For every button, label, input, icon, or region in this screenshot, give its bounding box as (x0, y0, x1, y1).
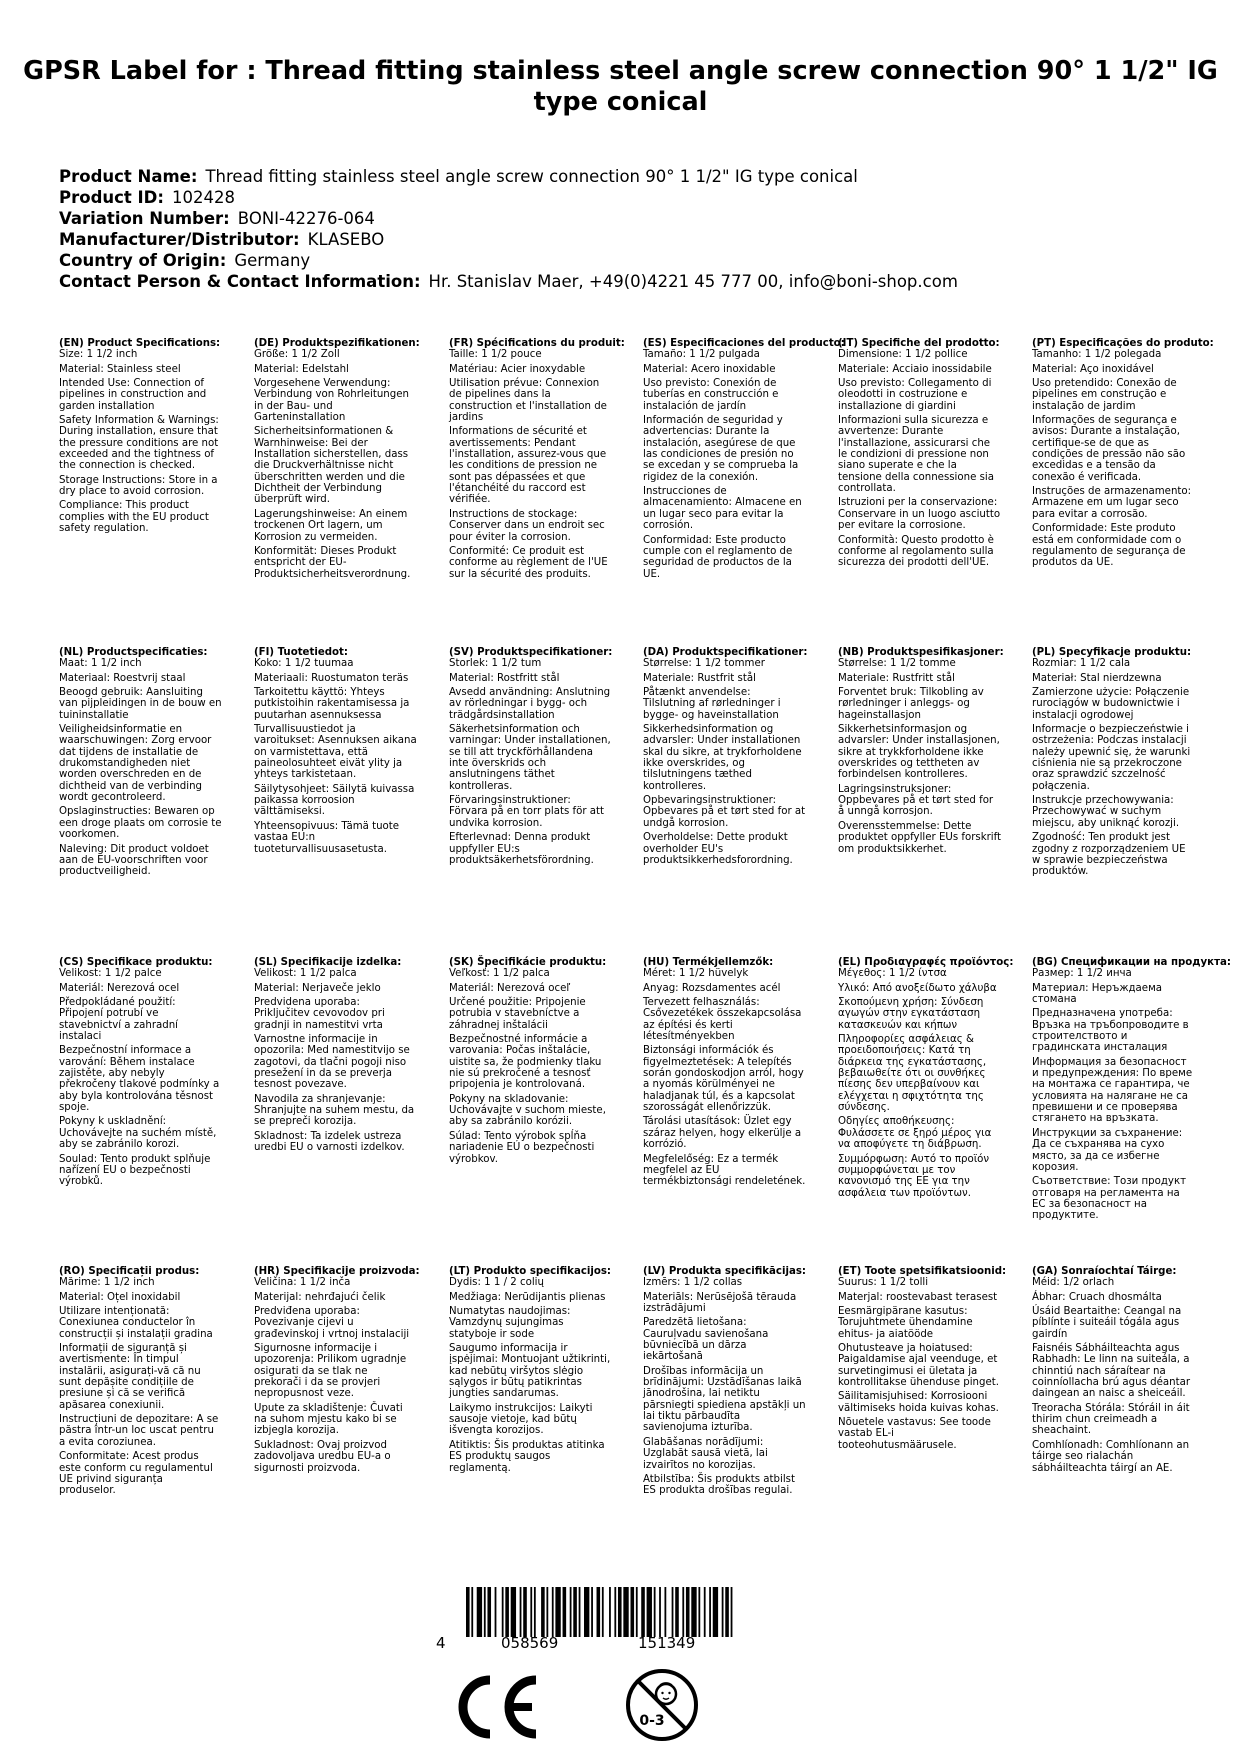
spec-line: Treoracha Stórála: Stóráil in áit thirim chun creimeadh a sheachaint. (1032, 1402, 1190, 1437)
barcode-bar (579, 1587, 581, 1637)
spec-line: Storlek: 1 1/2 tum (449, 658, 542, 670)
spec-line: Dydis: 1 1 / 2 colių (449, 1277, 544, 1289)
info-label: Contact Person & Contact Information: (59, 272, 421, 291)
spec-line: Informações de segurança e avisos: Durante a instalação, certifique-se de que as condições de pressão não são excedidas e a tensão da conexão é verificada. (1032, 415, 1186, 483)
spec-block (643, 338, 845, 583)
barcode-bar (466, 1587, 470, 1637)
spec-block (643, 1266, 806, 1500)
barcode-bar (704, 1587, 706, 1637)
barcode-bar (675, 1587, 679, 1637)
spec-line: Materiaal: Roestvrij staal (59, 672, 186, 684)
spec-line: Megfelelőség: Ez a termék megfelel az EU termékbiztonsági rendeletének. (643, 1153, 806, 1188)
spec-line: Instrucciones de almacenamiento: Almacene en un lugar seco para evitar la corrosión. (643, 486, 802, 532)
spec-heading: (ET) Toote spetsifikatsioonid: (838, 1266, 1007, 1277)
spec-line: Sukladnost: Ovaj proizvod zadovoljava uredbu EU-a o sigurnosti proizvoda. (254, 1439, 391, 1474)
spec-line: Atitiktis: Šis produktas atitinka ES produktų saugos reglamentą. (449, 1439, 605, 1474)
spec-line: Säilytysohjeet: Säilytä kuivassa paikassa korroosion välttämiseksi. (254, 783, 415, 818)
spec-line: Informacje o bezpieczeństwie i ostrzeżenia: Podczas instalacji należy upewnić się, że warunki ciśnienia nie są przekroczone oraz sprawdzić szczelność połączenia. (1032, 724, 1191, 792)
spec-heading: (RO) Specificații produs: (59, 1266, 200, 1277)
spec-line: Lagringsinstruksjoner: Oppbevares på et tørt sted for å unngå korrosjon. (838, 783, 994, 818)
spec-line: Pokyny k uskladnění: Uchovávejte na suchém místě, aby se zabránilo korozi. (59, 1116, 217, 1151)
info-label: Country of Origin: (59, 251, 227, 270)
barcode-bar (682, 1587, 684, 1637)
spec-line: Conformité: Ce produit est conforme au règlement de l'UE sur la sécurité des produits. (449, 545, 608, 580)
info-value: Germany (234, 251, 311, 270)
spec-block (59, 957, 222, 1191)
barcode-bar (487, 1587, 491, 1637)
spec-line: Naleving: Dit product voldoet aan de EU-voorschriften voor productveiligheid. (59, 843, 209, 878)
spec-line: Soulad: Tento produkt splňuje nařízení EU o bezpečnosti výrobků. (59, 1153, 211, 1188)
spec-line: Veľkosť: 1 1/2 palca (449, 968, 550, 980)
spec-block (838, 338, 1001, 572)
spec-line: Konformität: Dieses Produkt entspricht der EU-Produktsicherheitsverordnung. (254, 545, 411, 580)
spec-heading: (LV) Produkta specifikācijas: (643, 1266, 806, 1277)
spec-block (254, 338, 420, 583)
age-warning-text: 0-3 (639, 1713, 665, 1729)
spec-line: Materiál: Nerezová ocel (59, 982, 180, 994)
barcode-bar (534, 1587, 536, 1637)
spec-line: Glabāšanas norādījumi: Uzglabāt sausā vietā, lai izvairītos no korozijas. (643, 1436, 768, 1471)
info-row (59, 250, 958, 271)
spec-line: Lagerungshinweise: An einem trockenen Ort lagern, um Korrosion zu vermeiden. (254, 508, 408, 543)
spec-heading: (EL) Προδιαγραφές προϊόντος: (838, 957, 1014, 968)
spec-line: Informații de siguranță și avertismente: În timpul instalării, asigurați-vă că nu sunt depășite condițiile de presiune și că se verifică apăsarea conexiunii. (59, 1343, 201, 1411)
spec-line: Predviđena uporaba: Povezivanje cijevi u građevinskoj i vrtnoj instalaciji (254, 1306, 410, 1340)
barcode-digits-left: 058569 (501, 1634, 559, 1652)
barcode-bar (614, 1587, 616, 1637)
barcode-bar (664, 1587, 666, 1637)
barcode-bar (495, 1587, 497, 1637)
info-value: KLASEBO (307, 230, 385, 249)
spec-heading: (DA) Produktspecifikationer: (643, 647, 808, 658)
spec-line: Medžiaga: Nerūdijantis plienas (449, 1291, 606, 1303)
spec-line: Material: Nerjaveče jeklo (254, 982, 381, 994)
spec-heading: (PL) Specyfikacje produktu: (1032, 647, 1192, 658)
spec-heading: (IT) Specifiche del prodotto: (838, 338, 1000, 349)
spec-line: Uso pretendido: Conexão de pipelines em construção e instalação de jardim (1032, 378, 1177, 412)
barcode-bar (731, 1587, 733, 1637)
spec-line: Bezpečnostní informace a varování: Během instalace zajistěte, aby nebyly překročeny tlakové podmínky a aby byla kontrolována těsnost spoje. (59, 1045, 220, 1114)
product-info (59, 166, 958, 292)
barcode-bar (520, 1587, 522, 1637)
spec-line: Предназначена употреба: Връзка на тръбопроводите в строителството и градинската инсталация (1032, 1008, 1189, 1054)
spec-line: Πληροφορίες ασφάλειας & προειδοποιήσεις: Κατά τη διάρκεια της εγκατάστασης, βεβαιωθείτε ότι οι συνθήκες πίεσης δεν υπερβαίνουν και ελέγχεται η σφιχτότητα της σύνδεσης. (838, 1034, 987, 1114)
info-row (59, 208, 958, 229)
spec-line: Veličina: 1 1/2 inča (254, 1277, 351, 1289)
spec-block (838, 1266, 1007, 1454)
spec-line: Säkerhetsinformation och varningar: Under installationen, se till att tryckförhållandena inte överskrids och anslutningens täthet kontrolleras. (449, 724, 611, 792)
barcode-bar (563, 1587, 567, 1637)
page-title: GPSR Label for : Thread fitting stainless steel angle screw connection 90° 1 1/2" IG type conical (23, 56, 1218, 117)
spec-line: Suurus: 1 1/2 tolli (838, 1277, 929, 1289)
info-label: Manufacturer/Distributor: (59, 230, 300, 249)
barcode-bar (709, 1587, 711, 1637)
barcode-bar (631, 1587, 635, 1637)
spec-line: Материал: Неръждаема стомана (1032, 982, 1163, 1006)
spec-line: Avsedd användning: Anslutning av rörledningar i bygg- och trädgårdsinstallation (449, 687, 611, 721)
spec-line: Размер: 1 1/2 инча (1032, 968, 1132, 980)
spec-line: Tamanho: 1 1/2 polegada (1032, 349, 1162, 361)
spec-line: Faisnéis Sábháilteachta agus Rabhadh: Le linn na suiteála, a chinntiú nach sáraítear na coinníollacha brú agus déantar daingean an naisc a sheiceáil. (1032, 1343, 1191, 1400)
spec-line: Съответствие: Този продукт отговаря на регламента на ЕС за безопасност на продуктите. (1032, 1176, 1187, 1222)
spec-line: Predvidena uporaba: Priključitev cevovodov pri gradnji in namestitvi vrta (254, 997, 385, 1031)
spec-line: Påtænkt anvendelse: Tilslutning af rørledninger i bygge- og haveinstallation (643, 687, 781, 721)
spec-line: Materjal: roostevabast terasest (838, 1291, 998, 1303)
spec-line: Ohutusteave ja hoiatused: Paigaldamise ajal veenduge, et survetingimusi ei ületata ja kontrollitakse ühenduse pinget. (838, 1343, 999, 1389)
barcode-bar (597, 1587, 601, 1637)
spec-line: Vorgesehene Verwendung: Verbindung von Rohrleitungen in der Bau- und Garteninstallation (254, 378, 409, 424)
barcode-bar (618, 1587, 622, 1637)
spec-line: Atbilstība: Šis produkts atbilst ES produkta drošības regulai. (643, 1473, 795, 1497)
spec-line: Navodila za shranjevanje: Shranjujte na suhem mestu, da se prepreči korozija. (254, 1093, 415, 1128)
barcode-bar (647, 1587, 652, 1637)
spec-line: Υλικό: Από ανοξείδωτο χάλυβα (838, 982, 997, 994)
barcode-bar (471, 1587, 473, 1637)
spec-line: Istruzioni per la conservazione: Conservare in un luogo asciutto per evitare la corrosione. (838, 497, 1001, 532)
spec-line: Material: Rostfritt stål (449, 672, 560, 684)
spec-line: Rozmiar: 1 1/2 cala (1032, 658, 1131, 670)
spec-block (838, 647, 1004, 858)
barcode-bar (552, 1587, 554, 1637)
spec-line: Conformità: Questo prodotto è conforme al regolamento sulla sicurezza dei prodotti dell'UE. (838, 534, 994, 569)
spec-line: Størrelse: 1 1/2 tomme (838, 658, 956, 670)
spec-line: Matériau: Acier inoxydable (449, 363, 586, 375)
spec-line: Conformitate: Acest produs este conform cu regulamentul UE privind siguranța produselor. (59, 1451, 213, 1497)
info-value: BONI-42276-064 (237, 209, 375, 228)
spec-line: Pokyny na skladovanie: Uchovávajte v suchom mieste, aby sa zabránilo korózii. (449, 1093, 606, 1128)
barcode-bar (641, 1587, 645, 1637)
barcode-bar (570, 1587, 572, 1637)
spec-line: Overensstemmelse: Dette produktet oppfyller EUs forskrift om produktsikkerhet. (838, 820, 1002, 855)
spec-line: Uso previsto: Conexión de tuberías en construcción e instalación de jardín (643, 378, 779, 412)
spec-line: Opbevaringsinstruktioner: Opbevares på et tørt sted for at undgå korrosion. (643, 795, 806, 829)
spec-line: Tamaño: 1 1/2 pulgada (643, 349, 760, 361)
spec-line: Paredzētā lietošana: Cauruļvadu savienošana būvniecībā un dārza iekārtošanā (643, 1317, 769, 1363)
spec-block (449, 957, 612, 1168)
barcode-bar (555, 1587, 560, 1637)
spec-heading: (LT) Produkto specifikacijos: (449, 1266, 611, 1277)
barcode-bar (659, 1587, 661, 1637)
spec-line: Instruções de armazenamento: Armazene em um lugar seco para evitar a corrosão. (1032, 486, 1192, 520)
info-row (59, 229, 958, 250)
spec-line: Beoogd gebruik: Aansluiting van pijpleidingen in de bouw en tuininstallatie (59, 687, 222, 721)
spec-line: Materiał: Stal nierdzewna (1032, 672, 1162, 684)
spec-block (643, 647, 806, 869)
spec-line: Numatytas naudojimas: Vamzdynų sujungimas statyboje ir sode (449, 1306, 571, 1340)
spec-line: Velikost: 1 1/2 palce (59, 968, 162, 980)
spec-line: Materiale: Rustfrit stål (643, 672, 756, 684)
spec-line: Material: Edelstahl (254, 363, 349, 375)
barcode (466, 1587, 736, 1637)
info-label: Product ID: (59, 188, 164, 207)
info-value: Thread fitting stainless steel angle screw connection 90° 1 1/2" IG type conical (205, 167, 858, 186)
barcode-bar (484, 1587, 486, 1637)
spec-line: Yhteensopivuus: Tämä tuote vastaa EU:n tuoteturvallisuusasetusta. (254, 820, 400, 855)
spec-line: Størrelse: 1 1/2 tommer (643, 658, 765, 670)
spec-line: Informations de sécurité et avertissements: Pendant l'installation, assurez-vous que les conditions de pression ne sont pas dépassées et que l'étanchéité du raccord est vérifiée. (449, 426, 607, 506)
spec-heading: (CS) Specifikace produktu: (59, 957, 213, 968)
barcode-bar (602, 1587, 604, 1637)
barcode-digits-right: 151349 (638, 1634, 696, 1652)
spec-line: Mărime: 1 1/2 inch (59, 1277, 155, 1289)
spec-line: Veiligheidsinformatie en waarschuwingen: Zorg ervoor dat tijdens de installatie de drukomstandigheden niet worden overschreden en de dichtheid van de verbinding wordt gecontroleerd. (59, 724, 212, 804)
spec-block (59, 647, 222, 881)
spec-line: Συμμόρφωση: Αυτό το προϊόν συμμορφώνεται με τον κανονισμό της ΕΕ για την ασφάλεια των προϊόντων. (838, 1153, 990, 1199)
barcode-bar (541, 1587, 545, 1637)
spec-line: Uso previsto: Collegamento di oleodotti in costruzione e installazione di giardini (838, 378, 992, 412)
spec-line: Anyag: Rozsdamentes acél (643, 982, 781, 994)
spec-line: Tervezett felhasználás: Csővezetékek összekapcsolása az építési és kerti létesítményekben (643, 997, 802, 1043)
spec-line: Utilisation prévue: Connexion de pipelines dans la construction et l'installation de jardins (449, 378, 607, 424)
spec-line: Méret: 1 1/2 hüvelyk (643, 968, 749, 980)
spec-block (59, 338, 222, 538)
spec-line: Materijal: nehrđajući čelik (254, 1291, 386, 1303)
spec-heading: (NL) Productspecificaties: (59, 647, 208, 658)
info-row (59, 271, 958, 292)
spec-line: Tarkoitettu käyttö: Yhteys putkistoihin rakentamisessa ja puutarhan asennuksessa (254, 687, 410, 721)
spec-line: Säilitamisjuhised: Korrosiooni vältimiseks hoida kuivas kohas. (838, 1391, 999, 1414)
barcode-bar (725, 1587, 729, 1637)
info-value: Hr. Stanislav Maer, +49(0)4221 45 777 00, info@boni-shop.com (428, 272, 958, 291)
spec-line: Turvallisuustiedot ja varoitukset: Asennuksen aikana on varmistettava, että paineolosuhteet eivät ylity ja yhteys tarkistetaan. (254, 724, 417, 781)
barcode-bar (654, 1587, 656, 1637)
spec-line: Instructions de stockage: Conserver dans un endroit sec pour éviter la corrosion. (449, 508, 605, 543)
spec-line: Conformidade: Este produto está em conformidade com o regulamento de segurança de produtos da UE. (1032, 523, 1186, 569)
spec-block (1032, 1266, 1195, 1477)
spec-block (838, 957, 1014, 1202)
barcode-bar (573, 1587, 577, 1637)
barcode-bar (636, 1587, 638, 1637)
spec-line: Nõuetele vastavus: See toode vastab EL-i tooteohutusmäärusele. (838, 1417, 991, 1451)
spec-line: Izmērs: 1 1/2 collas (643, 1277, 743, 1289)
spec-line: Ábhar: Cruach dhosmálta (1032, 1291, 1162, 1303)
spec-heading: (SV) Produktspecifikationer: (449, 647, 613, 658)
spec-line: Informazioni sulla sicurezza e avvertenze: Durante l'installazione, assicurarsi che le condizioni di pressione non siano superate e che la tensione della connessione sia controllata. (838, 415, 994, 495)
spec-line: Utilizare intenționată: Conexiunea conductelor în construcții și instalații gradina (59, 1306, 213, 1340)
spec-line: Materiāls: Nerūsējošā tērauda izstrādājumi (643, 1291, 797, 1315)
spec-line: Zgodność: Ten produkt jest zgodny z rozporządzeniem UE w sprawie bezpieczeństwa produktów. (1032, 832, 1186, 878)
spec-line: Forventet bruk: Tilkobling av rørledninger i anleggs- og hageinstallasjon (838, 687, 984, 721)
spec-line: Súlad: Tento výrobok spĺňa nariadenie EÚ o bezpečnosti výrobkov. (449, 1130, 595, 1165)
spec-line: Určené použitie: Pripojenie potrubia v stavebníctve a záhradnej inštalácii (449, 997, 586, 1031)
spec-line: Drošības informācija un brīdinājumi: Uzstādīšanas laikā jānodrošina, lai netiktu pārsniegti spiediena apstākļi un lai tiktu pārbaudīta savienojuma izturība. (643, 1365, 806, 1434)
spec-line: Conformidad: Este producto cumple con el reglamento de seguridad de productos de la UE. (643, 534, 793, 580)
spec-line: Instrucțiuni de depozitare: A se păstra într-un loc uscat pentru a evita coroziunea. (59, 1414, 219, 1448)
barcode-bar (523, 1587, 527, 1637)
spec-heading: (ES) Especificaciones del producto: (643, 338, 845, 349)
spec-line: Material: Aço inoxidável (1032, 363, 1154, 375)
spec-heading: (GA) Sonraíochtaí Táirge: (1032, 1266, 1177, 1277)
barcode-bar (691, 1587, 696, 1637)
spec-line: Safety Information & Warnings: During installation, ensure that the pressure conditions are not exceeded and the tightness of the connection is checked. (59, 415, 219, 472)
spec-line: Material: Stainless steel (59, 363, 181, 375)
spec-block (643, 957, 806, 1191)
spec-heading: (HU) Termékjellemzők: (643, 957, 774, 968)
spec-line: Compliance: This product complies with the EU product safety regulation. (59, 500, 209, 535)
spec-line: Storage Instructions: Store in a dry place to avoid corrosion. (59, 474, 218, 498)
spec-line: Efterlevnad: Denna produkt uppfyller EU:s produktsäkerhetsförordning. (449, 832, 594, 866)
spec-line: Úsáid Beartaithe: Ceangal na píblínte i suiteáil tógála agus gairdín (1032, 1306, 1182, 1340)
spec-line: Materiál: Nerezová oceľ (449, 982, 571, 994)
spec-line: Overholdelse: Dette produkt overholder EU's produktsikkerhedsforordning. (643, 832, 793, 866)
spec-line: Maat: 1 1/2 inch (59, 658, 142, 670)
spec-line: Předpokládané použití: Připojení potrubí ve stavebnictví a zahradní instalaci (59, 997, 179, 1043)
info-label: Product Name: (59, 167, 198, 186)
spec-block (254, 957, 417, 1157)
spec-line: Zamierzone użycie: Połączenie rurociągów w budownictwie i instalacji ogrodowej (1032, 687, 1190, 721)
barcode-bar (609, 1587, 611, 1637)
spec-line: Eesmärgipärane kasutus: Torujuhtmete ühendamine ehitus- ja aiatööde (838, 1306, 973, 1340)
barcode-bar (584, 1587, 589, 1637)
barcode-bar (477, 1587, 482, 1637)
barcode-digit-prefix: 4 (436, 1634, 446, 1652)
age-warning-icon (624, 1667, 700, 1743)
spec-block (1032, 957, 1231, 1225)
spec-line: Laikymo instrukcijos: Laikyti sausoje vietoje, kad būtų išvengta korozijos. (449, 1402, 593, 1437)
spec-line: Sikkerhetsinformasjon og advarsler: Under installasjonen, sikre at trykkforholdene ikke overskrides og tettheten av forbindelsen kontrolleres. (838, 724, 1000, 781)
spec-line: Size: 1 1/2 inch (59, 349, 138, 361)
spec-line: Sikkerhedsinformation og advarsler: Under installationen skal du sikre, at trykforholdene ikke overskrides, og tilslutningens tæthed kontrolleres. (643, 724, 802, 792)
barcode-bar (722, 1587, 724, 1637)
spec-heading: (SK) Špecifikácie produktu: (449, 957, 607, 968)
spec-line: Dimensione: 1 1/2 pollice (838, 349, 968, 361)
spec-heading: (PT) Especificações do produto: (1032, 338, 1214, 349)
info-row (59, 187, 958, 208)
spec-line: Material: Oțel inoxidabil (59, 1291, 181, 1303)
spec-line: Skladnost: Ta izdelek ustreza uredbi EU o varnosti izdelkov. (254, 1130, 405, 1154)
spec-line: Μέγεθος: 1 1/2 ίντσα (838, 968, 947, 980)
barcode-bar (686, 1587, 690, 1637)
spec-heading: (SL) Specifikacije izdelka: (254, 957, 402, 968)
spec-line: Größe: 1 1/2 Zoll (254, 349, 340, 361)
spec-heading: (NB) Produktspesifikasjoner: (838, 647, 1004, 658)
barcode-bar (530, 1587, 532, 1637)
spec-heading: (DE) Produktspezifikationen: (254, 338, 420, 349)
spec-line: Material: Acero inoxidable (643, 363, 776, 375)
spec-line: Sigurnosne informacije i upozorenja: Prilikom ugradnje osigurati da se tlak ne prekorači i da se provjeri nepropusnost veze. (254, 1343, 407, 1400)
spec-block (254, 1266, 420, 1477)
spec-block (449, 338, 625, 583)
spec-line: Materiale: Rustfritt stål (838, 672, 955, 684)
spec-line: Velikost: 1 1/2 palca (254, 968, 357, 980)
spec-line: Bezpečnostné informácie a varovania: Počas inštalácie, uistite sa, že podmienky tlaku nie sú prekročené a tesnosť pripojenia je kontrolovaná. (449, 1034, 602, 1091)
spec-line: Opslaginstructies: Bewaren op een droge plaats om corrosie te voorkomen. (59, 806, 222, 841)
spec-block (254, 647, 417, 858)
barcode-bar (698, 1587, 700, 1637)
barcode-bar (672, 1587, 674, 1637)
spec-line: Información de seguridad y advertencias: Durante la instalación, asegúrese de que las condiciones de presión no se excedan y se compruebа la rigidez de la conexión. (643, 415, 799, 483)
spec-line: Σκοπούμενη χρήση: Σύνδεση αγωγών στην εγκατάσταση κατασκευών και κήπων (838, 997, 984, 1031)
spec-line: Инструкции за съхранение: Да се съхранява на сухо място, за да се избегне корозия. (1032, 1127, 1183, 1173)
spec-line: Comhlíonadh: Comhlíonann an táirge seo rialachán sábháilteachta táirgí an AE. (1032, 1439, 1190, 1474)
info-row (59, 166, 958, 187)
spec-line: Intended Use: Connection of pipelines in construction and garden installation (59, 378, 207, 412)
spec-line: Instrukcje przechowywania: Przechowywać w suchym miejscu, aby uniknąć korozji. (1032, 795, 1180, 829)
spec-line: Förvaringsinstruktioner: Förvara på en torr plats för att undvika korrosion. (449, 795, 604, 829)
barcode-bar (502, 1587, 504, 1637)
spec-line: Saugumo informacija ir įspėjimai: Montuojant užtikrinti, kad nebūtų viršytos slėgio sąlygos ir būtų patikrintas jungties sandarumas. (449, 1343, 611, 1400)
barcode-bar (591, 1587, 593, 1637)
spec-heading: (EN) Product Specifications: (59, 338, 221, 349)
spec-line: Méid: 1/2 orlach (1032, 1277, 1115, 1289)
spec-line: Информация за безопасност и предупреждения: По време на монтажа се гарантира, че условията на налягане не са превишени и се проверява стягането на връзката. (1032, 1056, 1193, 1125)
barcode-bar (511, 1587, 516, 1637)
spec-line: Οδηγίες αποθήκευσης: Φυλάσσετε σε ξηρό μέρος για να αποφύγετε τη διάβρωση. (838, 1116, 992, 1151)
spec-heading: (HR) Specifikacije proizvoda: (254, 1266, 420, 1277)
ce-mark-icon (452, 1674, 540, 1740)
info-value: 102428 (171, 188, 235, 207)
spec-line: Materiale: Acciaio inossidabile (838, 363, 992, 375)
barcode-bar (623, 1587, 628, 1637)
spec-heading: (FR) Spécifications du produit: (449, 338, 625, 349)
barcode-bar (713, 1587, 718, 1637)
spec-line: Upute za skladištenje: Čuvati na suhom mjestu kako bi se izbjegla korozija. (254, 1402, 403, 1437)
spec-line: Taille: 1 1/2 pouce (449, 349, 542, 361)
spec-line: Varnostne informacije in opozorila: Med namestitvijo se zagotovi, da tlačni pogoji niso presežení in da se preverja tesnost povezave. (254, 1034, 410, 1091)
spec-line: Tárolási utasítások: Üzlet egy száraz helyen, hogy elkerülje a korrózió. (643, 1116, 802, 1151)
barcode-bar (505, 1587, 509, 1637)
spec-block (1032, 647, 1195, 881)
spec-block (59, 1266, 222, 1500)
spec-line: Sicherheitsinformationen & Warnhinweise: Bei der Installation sicherstellen, dass die Druckverhältnisse nicht überschritten werden und die Dichtheit der Verbindung überprüft wird. (254, 426, 409, 506)
spec-block (1032, 338, 1214, 572)
spec-line: Materiaali: Ruostumaton teräs (254, 672, 409, 684)
barcode-bar (546, 1587, 548, 1637)
spec-block (449, 647, 612, 869)
spec-line: Biztonsági információk és figyelmeztetések: A telepítés során gondoskodjon arról, hogy a nyomás körülményei ne haladjanak túl, és a kapcsolat szorosságát ellenőrizzük. (643, 1045, 804, 1114)
spec-block (449, 1266, 612, 1477)
spec-line: Koko: 1 1/2 tuumaa (254, 658, 354, 670)
info-label: Variation Number: (59, 209, 230, 228)
spec-heading: (BG) Спецификации на продукта: (1032, 957, 1231, 968)
spec-heading: (FI) Tuotetiedot: (254, 647, 348, 658)
